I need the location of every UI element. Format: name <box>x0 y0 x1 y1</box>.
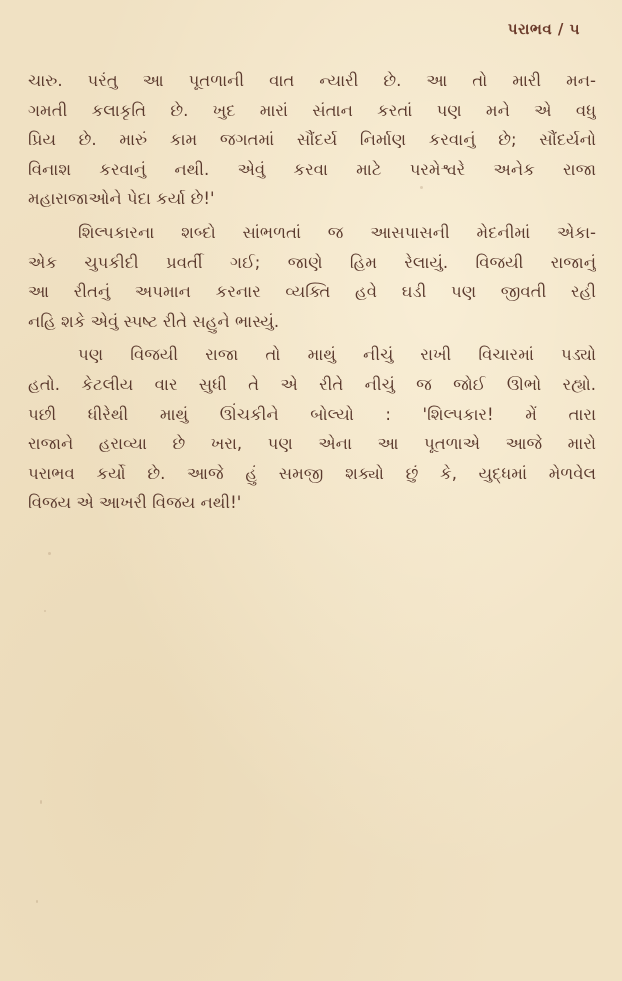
body-text <box>28 66 596 518</box>
text-line: શિલ્પકારના શબ્દો સાંભળતાં જ આસપાસની મેદનીમાં એકા- <box>78 222 596 242</box>
paragraph-2 <box>28 218 596 336</box>
text-line: પરાભવ કર્યો છે. આજે હું સમજી શક્યો છું કે, યુદ્ધમાં મેળવેલ <box>28 463 596 483</box>
paper-speck <box>36 900 38 903</box>
text-line: વિજય એ આખરી વિજય નથી!' <box>28 493 242 513</box>
running-head: પરાભવ / ૫ <box>507 20 580 38</box>
text-line: પણ વિજયી રાજા તો માથું નીચું રાખી વિચારમાં પડ્યો <box>78 345 596 365</box>
paper-speck <box>48 552 51 555</box>
text-line: એક ચુપકીદી પ્રવર્તી ગઈ; જાણે હિમ રેલાયું. વિજયી રાજાનું <box>28 252 596 272</box>
text-line: વિનાશ કરવાનું નથી. એવું કરવા માટે પરમેશ્વરે અનેક રાજા <box>28 159 596 179</box>
text-line: મહારાજાઓને પેદા કર્યા છે!' <box>28 189 215 209</box>
paragraph-3 <box>28 340 596 518</box>
paper-speck <box>40 800 42 804</box>
text-line: રાજાને હરાવ્યા છે ખરા, પણ એના આ પૂતળાએ આજે મારો <box>28 434 596 454</box>
text-line: નહિ શકે એવું સ્પષ્ટ રીતે સહુને ભાસ્યું. <box>28 311 280 331</box>
text-line: પછી ધીરેથી માથું ઊંચકીને બોલ્યો : 'શિલ્પકાર! મેં તારા <box>28 404 596 424</box>
text-line: ગમતી કલાકૃતિ છે. ખુદ મારાં સંતાન કરતાં પણ મને એ વધુ <box>28 100 596 120</box>
paper-speck <box>420 186 423 189</box>
paper-speck <box>44 610 46 612</box>
text-line: ચારુ. પરંતુ આ પૂતળાની વાત ન્યારી છે. આ તો મારી મન- <box>28 71 596 90</box>
paragraph-1 <box>28 66 596 214</box>
text-line: આ રીતનું અપમાન કરનાર વ્યક્તિ હવે ઘડી પણ જીવતી રહી <box>28 282 596 302</box>
text-line: હતો. કેટલીય વાર સુધી તે એ રીતે નીચું જ જોઈ ઊભો રહ્યો. <box>28 374 596 394</box>
text-line: પ્રિય છે. મારું કામ જગતમાં સૌંદર્ય નિર્માણ કરવાનું છે; સૌંદર્યનો <box>28 130 596 150</box>
